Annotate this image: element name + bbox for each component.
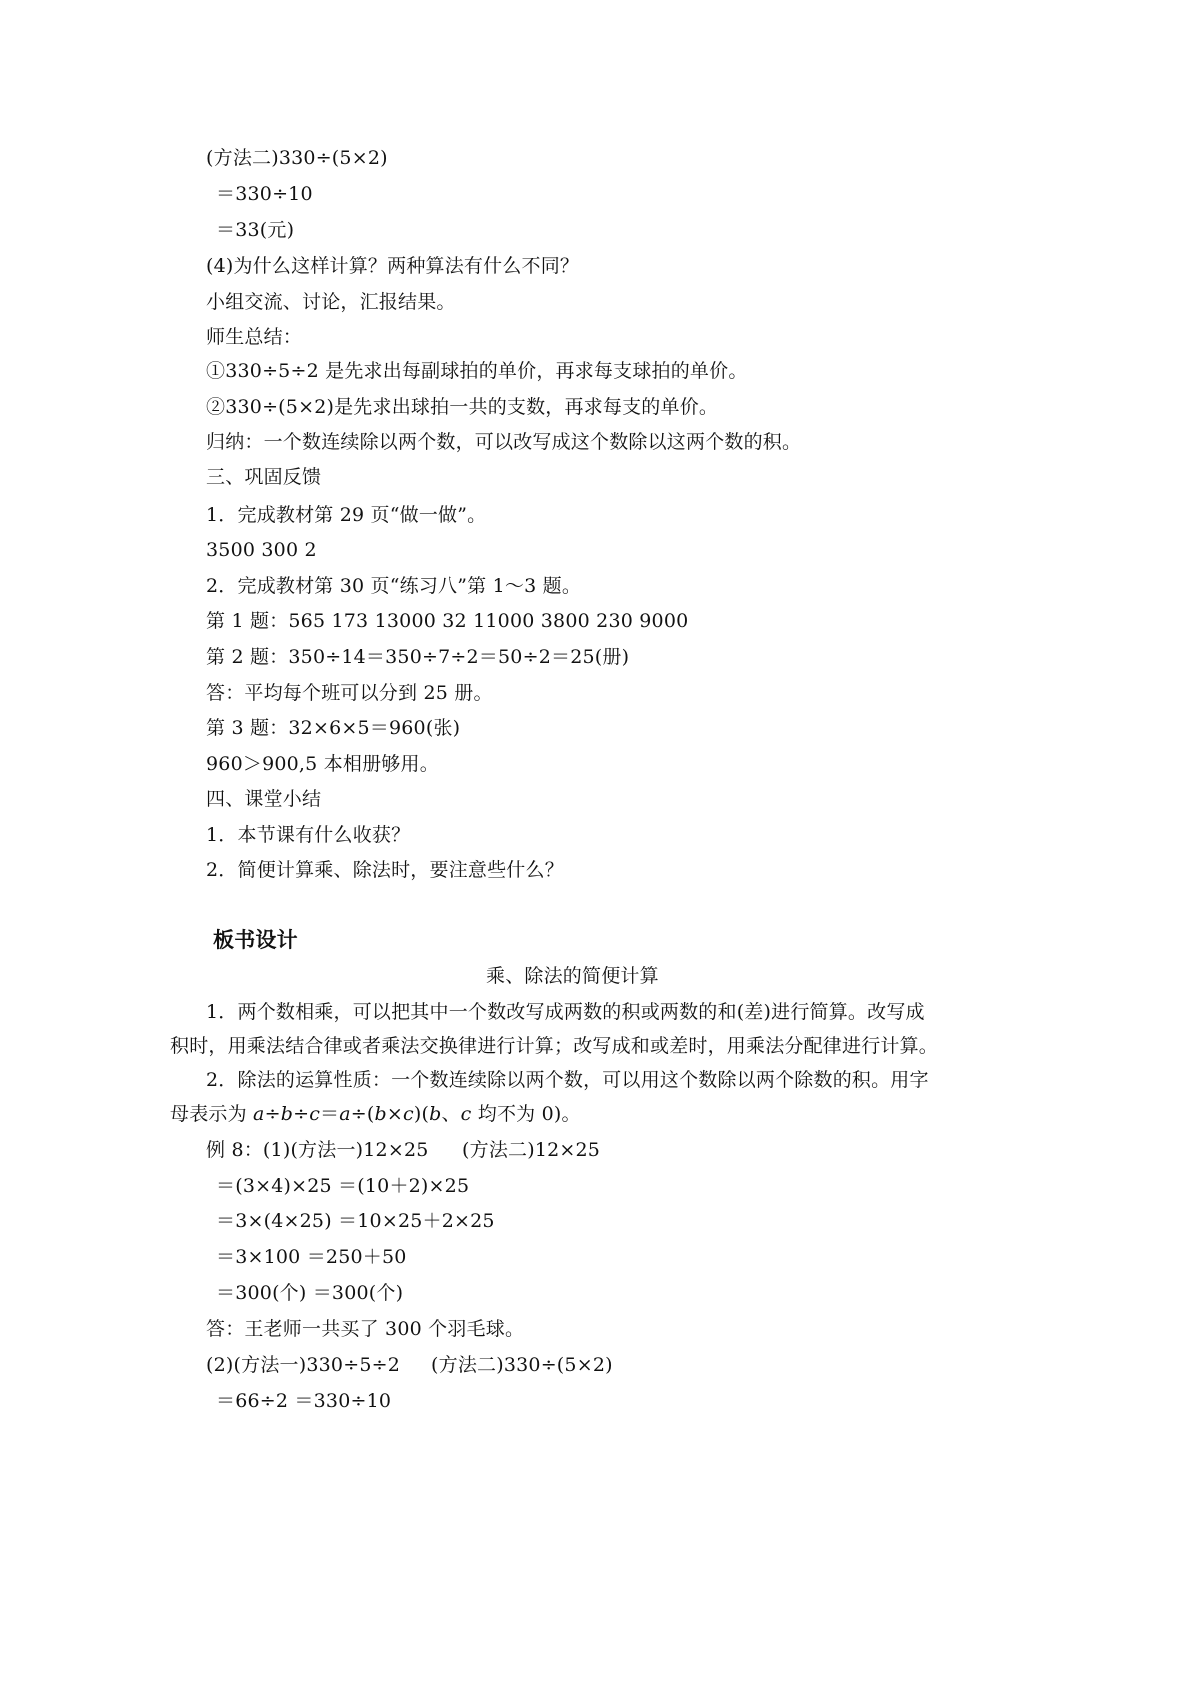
problem-2-answer: 第 2 题：350÷14＝350÷7÷2＝50÷2＝25(册) <box>206 646 630 668</box>
op-equals: ＝ <box>320 1103 340 1125</box>
var-b: b <box>280 1103 294 1125</box>
var-c: c <box>309 1103 321 1125</box>
problem-1-answer: 第 1 题：565 173 13000 32 11000 3800 230 9000 <box>206 610 689 632</box>
rule-1-line-2: 积时，用乘法结合律或者乘法交换律进行计算；改写成和或差时，用乘法分配律进行计算。 <box>170 1035 939 1057</box>
calc-step: ＝330÷10 <box>216 183 313 205</box>
summary-point-1: ①330÷5÷2 是先求出每副球拍的单价，再求每支球拍的单价。 <box>206 360 748 382</box>
section-heading-3: 三、巩固反馈 <box>206 466 322 488</box>
rule-2-line-1: 2．除法的运算性质：一个数连续除以两个数，可以用这个数除以两个除数的积。用字 <box>206 1069 929 1091</box>
example-step-2: ＝3×(4×25) ＝10×25＋2×25 <box>216 1210 495 1232</box>
var-a: a <box>339 1103 351 1125</box>
calc-result: ＝33(元) <box>216 219 295 241</box>
problem-3-response: 960＞900,5 本相册够用。 <box>206 753 439 775</box>
formula-suffix: 均不为 0)。 <box>471 1103 581 1125</box>
method-two-expression: (方法二)330÷(5×2) <box>206 147 388 169</box>
var-b: b <box>429 1103 442 1125</box>
board-title: 乘、除法的简便计算 <box>486 965 659 987</box>
conclusion: 归纳：一个数连续除以两个数，可以改写成这个数除以这两个数的积。 <box>206 431 802 453</box>
example-step-1: ＝(3×4)×25 ＝(10＋2)×25 <box>216 1175 470 1197</box>
example-step-4: ＝300(个) ＝300(个) <box>216 1282 404 1304</box>
rule-2-line-2 <box>170 1102 581 1126</box>
part-2-method-1: (2)(方法一)330÷5÷2 <box>206 1354 401 1376</box>
var-c: c <box>460 1103 472 1125</box>
op-divide: ÷ <box>293 1103 310 1125</box>
review-question-2: 2．简便计算乘、除法时，要注意些什么？ <box>206 859 564 881</box>
formula-prefix: 母表示为 <box>170 1103 254 1125</box>
board-design-heading: 板书设计 <box>213 928 298 952</box>
exercise-item-2: 2．完成教材第 30 页“练习八”第 1～3 题。 <box>206 575 582 597</box>
example-step-3: ＝3×100 ＝250＋50 <box>216 1246 407 1268</box>
exercise-answer-1: 3500 300 2 <box>206 539 317 561</box>
separator: 、 <box>441 1103 461 1125</box>
exercise-item-1: 1．完成教材第 29 页“做一做”。 <box>206 504 487 526</box>
var-b: b <box>374 1103 387 1125</box>
summary-label: 师生总结： <box>206 326 303 348</box>
question-4: (4)为什么这样计算？两种算法有什么不同？ <box>206 255 580 277</box>
var-a: a <box>253 1103 265 1125</box>
example-answer: 答：王老师一共买了 300 个羽毛球。 <box>206 1318 525 1340</box>
problem-2-response: 答：平均每个班可以分到 25 册。 <box>206 682 493 704</box>
problem-3-answer: 第 3 题：32×6×5＝960(张) <box>206 717 461 739</box>
summary-point-2: ②330÷(5×2)是先求出球拍一共的支数，再求每支的单价。 <box>206 396 719 418</box>
op-times: × <box>386 1103 404 1125</box>
review-question-1: 1．本节课有什么收获？ <box>206 824 411 846</box>
op-divide-paren: ÷( <box>350 1103 375 1125</box>
example-8-method-2: (方法二)12×25 <box>462 1139 601 1161</box>
paren-close-open: )( <box>413 1103 430 1125</box>
section-heading-4: 四、课堂小结 <box>206 788 322 810</box>
part-2-method-2: (方法二)330÷(5×2) <box>431 1354 613 1376</box>
example-8-method-1: 例 8：(1)(方法一)12×25 <box>206 1139 429 1161</box>
rule-1-line-1: 1．两个数相乘，可以把其中一个数改写成两数的积或两数的和(差)进行简算。改写成 <box>206 1001 925 1023</box>
var-c: c <box>403 1103 414 1125</box>
group-discussion: 小组交流、讨论，汇报结果。 <box>206 291 456 313</box>
op-divide: ÷ <box>264 1103 281 1125</box>
part-2-step-1: ＝66÷2 ＝330÷10 <box>216 1390 392 1412</box>
